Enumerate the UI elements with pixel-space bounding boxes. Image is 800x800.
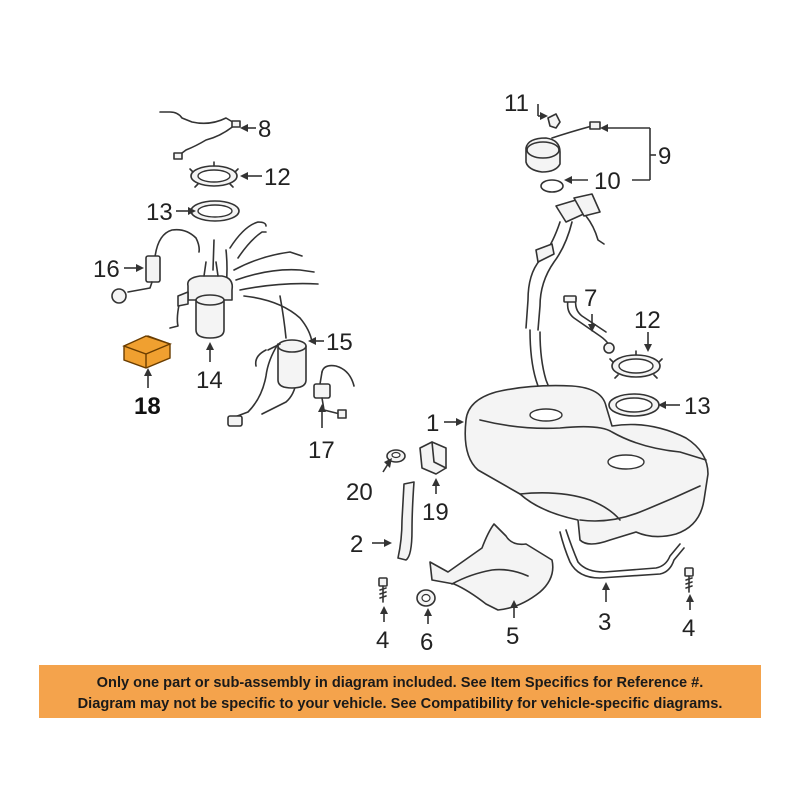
part-14-pump-module	[170, 222, 318, 342]
disclaimer-line-1: Only one part or sub-assembly in diagram included. See Item Specifics for Reference #.	[96, 675, 704, 691]
callout-15: 15	[326, 329, 353, 356]
part-5-heat-shield	[430, 524, 553, 610]
callout-13-right: 13	[684, 393, 711, 420]
callout-3: 3	[598, 609, 612, 636]
callout-12-right: 12	[634, 307, 661, 334]
part-1-fuel-tank	[465, 386, 708, 544]
callout-7: 7	[584, 285, 598, 312]
callout-6: 6	[420, 629, 434, 656]
part-15-fuel-filter	[228, 296, 306, 426]
part-6-grommet	[417, 590, 435, 606]
part-19-bracket	[420, 442, 446, 474]
part-10-o-ring	[541, 180, 563, 192]
callout-14: 14	[196, 367, 223, 394]
callout-4-left: 4	[376, 627, 390, 654]
callout-16: 16	[93, 256, 120, 283]
callout-10: 10	[594, 168, 621, 195]
part-2-strap	[398, 482, 414, 560]
part-13-gasket-right	[609, 394, 659, 416]
part-18-control-module	[124, 336, 170, 368]
callout-20: 20	[346, 479, 373, 506]
callout-1: 1	[426, 410, 440, 437]
callout-4-right: 4	[682, 615, 696, 642]
callout-9: 9	[658, 143, 672, 170]
callout-18: 18	[134, 393, 161, 420]
callout-19: 19	[422, 499, 449, 526]
part-12-lock-ring-right	[610, 351, 662, 378]
part-8-wire-harness	[160, 112, 240, 159]
callout-17: 17	[308, 437, 335, 464]
callout-12-left: 12	[264, 164, 291, 191]
disclaimer-banner	[39, 665, 761, 718]
callout-13-left: 13	[146, 199, 173, 226]
part-12-lock-ring-left	[190, 162, 238, 187]
part-11-clip	[548, 114, 560, 128]
disclaimer-line-2: Diagram may not be specific to your vehicle. See Compatibility for vehicle-specific diagrams.	[77, 696, 723, 712]
part-4-bolt-left	[379, 578, 387, 602]
callout-11: 11	[504, 90, 529, 117]
part-4-bolt-right	[685, 568, 693, 592]
callout-8: 8	[258, 116, 272, 143]
callout-2: 2	[350, 531, 364, 558]
callout-5: 5	[506, 623, 520, 650]
part-13-gasket-left	[191, 201, 239, 221]
part-9-filler-cap	[526, 122, 600, 172]
part-3-tank-strap	[560, 530, 684, 578]
